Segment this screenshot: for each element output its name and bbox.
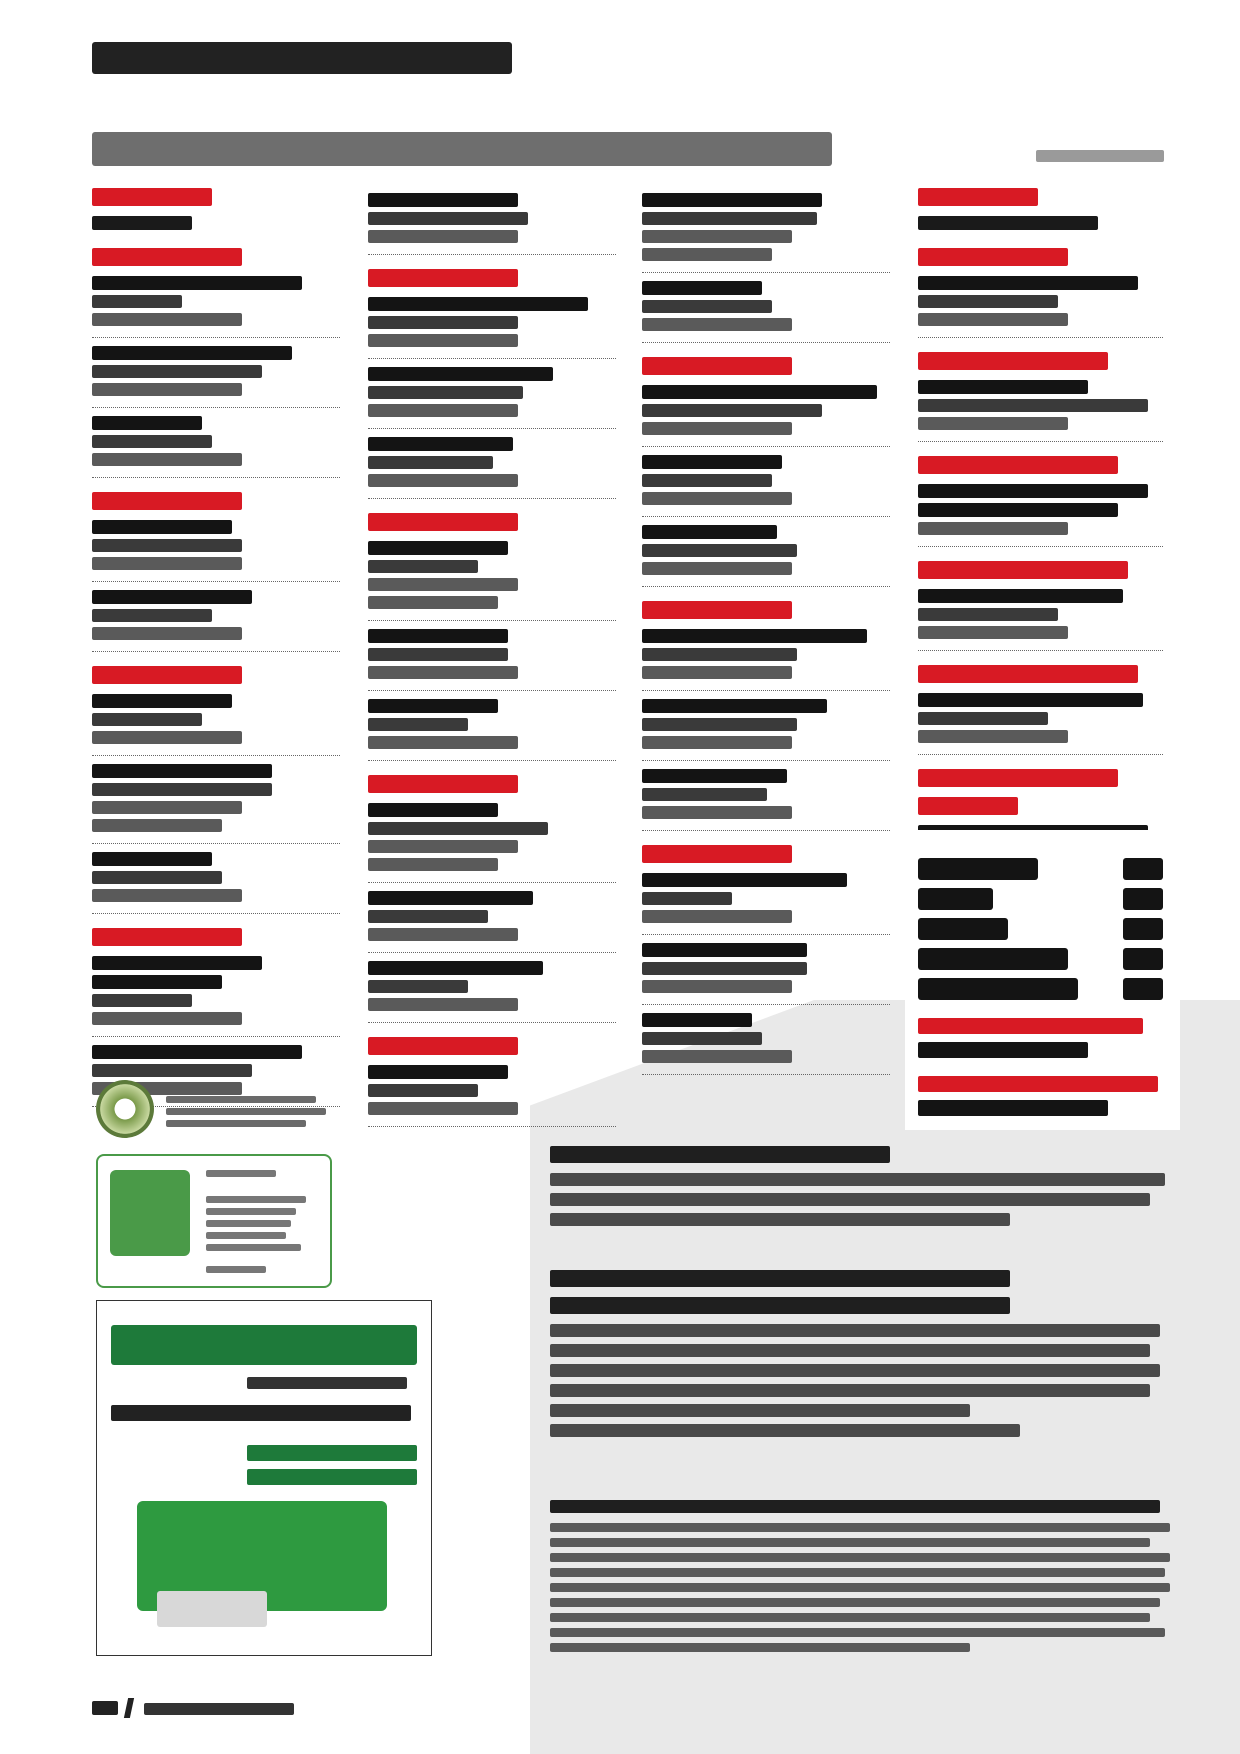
list-item <box>642 525 890 587</box>
date-heading <box>642 357 792 375</box>
date-heading <box>642 601 792 619</box>
list-item <box>92 276 340 338</box>
page-number <box>92 1701 118 1715</box>
list-item <box>368 1065 616 1127</box>
list-item <box>368 699 616 761</box>
list-item <box>642 193 890 273</box>
list-item <box>918 589 1163 651</box>
date-heading <box>918 797 1018 815</box>
date-heading <box>368 1037 518 1055</box>
list-item <box>368 297 616 359</box>
list-item <box>368 961 616 1023</box>
emergency-phone <box>918 1042 1088 1058</box>
date-heading <box>92 928 242 946</box>
list-item <box>642 699 890 761</box>
list-item <box>642 385 890 447</box>
imprint-section <box>550 1500 1170 1658</box>
section-heading <box>918 188 1038 206</box>
section-heading <box>92 188 212 206</box>
date-heading <box>92 666 242 684</box>
list-item <box>92 852 340 914</box>
date-heading <box>918 769 1118 787</box>
date-heading <box>368 513 518 531</box>
date-heading <box>918 665 1138 683</box>
page-title-placeholder <box>92 42 512 74</box>
date-heading <box>368 775 518 793</box>
section-subheading <box>92 216 192 230</box>
date-heading <box>918 248 1068 266</box>
column-2 <box>368 188 616 1135</box>
list-item <box>92 346 340 408</box>
list-item <box>642 629 890 691</box>
emergency-row <box>918 978 1163 1000</box>
list-item <box>368 629 616 691</box>
list-item <box>918 693 1163 755</box>
list-item <box>92 520 340 582</box>
list-item <box>642 455 890 517</box>
emergency-row <box>918 888 1163 910</box>
emergency-row <box>918 948 1163 970</box>
subtitle-placeholder <box>92 132 832 166</box>
footer-label <box>144 1703 294 1715</box>
list-item <box>368 193 616 255</box>
date-heading <box>92 492 242 510</box>
section-subheading <box>918 216 1098 230</box>
date-heading <box>642 845 792 863</box>
list-item <box>642 281 890 343</box>
info-section <box>550 1146 1170 1233</box>
list-item <box>918 380 1163 442</box>
list-item <box>92 694 340 756</box>
emergency-subheading <box>918 1018 1143 1034</box>
environmental-badge <box>96 1080 336 1140</box>
info-section <box>550 1270 1170 1444</box>
list-item <box>92 764 340 844</box>
list-item <box>642 943 890 1005</box>
column-3 <box>642 188 890 1083</box>
list-item <box>368 367 616 429</box>
footer-divider <box>124 1698 134 1718</box>
list-item <box>642 1013 890 1075</box>
date-heading <box>368 269 518 287</box>
list-item <box>368 891 616 953</box>
certification-badge <box>96 1154 332 1288</box>
list-item <box>918 484 1163 547</box>
column-4 <box>918 188 1163 862</box>
list-item <box>368 803 616 883</box>
date-heading <box>918 456 1118 474</box>
list-item <box>918 276 1163 338</box>
date-heading <box>918 561 1128 579</box>
list-item <box>92 956 340 1037</box>
list-item <box>368 437 616 499</box>
list-item <box>92 590 340 652</box>
date-heading <box>918 352 1108 370</box>
disclaimer-placeholder <box>1036 150 1164 162</box>
emergency-subheading <box>918 1076 1158 1092</box>
list-item <box>92 416 340 478</box>
emergency-row <box>918 858 1163 880</box>
list-item <box>642 873 890 935</box>
date-heading <box>92 248 242 266</box>
emergency-phone <box>918 1100 1108 1116</box>
column-1 <box>92 188 340 1115</box>
emergency-row <box>918 918 1163 940</box>
list-item <box>368 541 616 621</box>
emergency-numbers <box>918 850 1163 1116</box>
advertisement[interactable] <box>96 1300 432 1656</box>
list-item <box>642 769 890 831</box>
